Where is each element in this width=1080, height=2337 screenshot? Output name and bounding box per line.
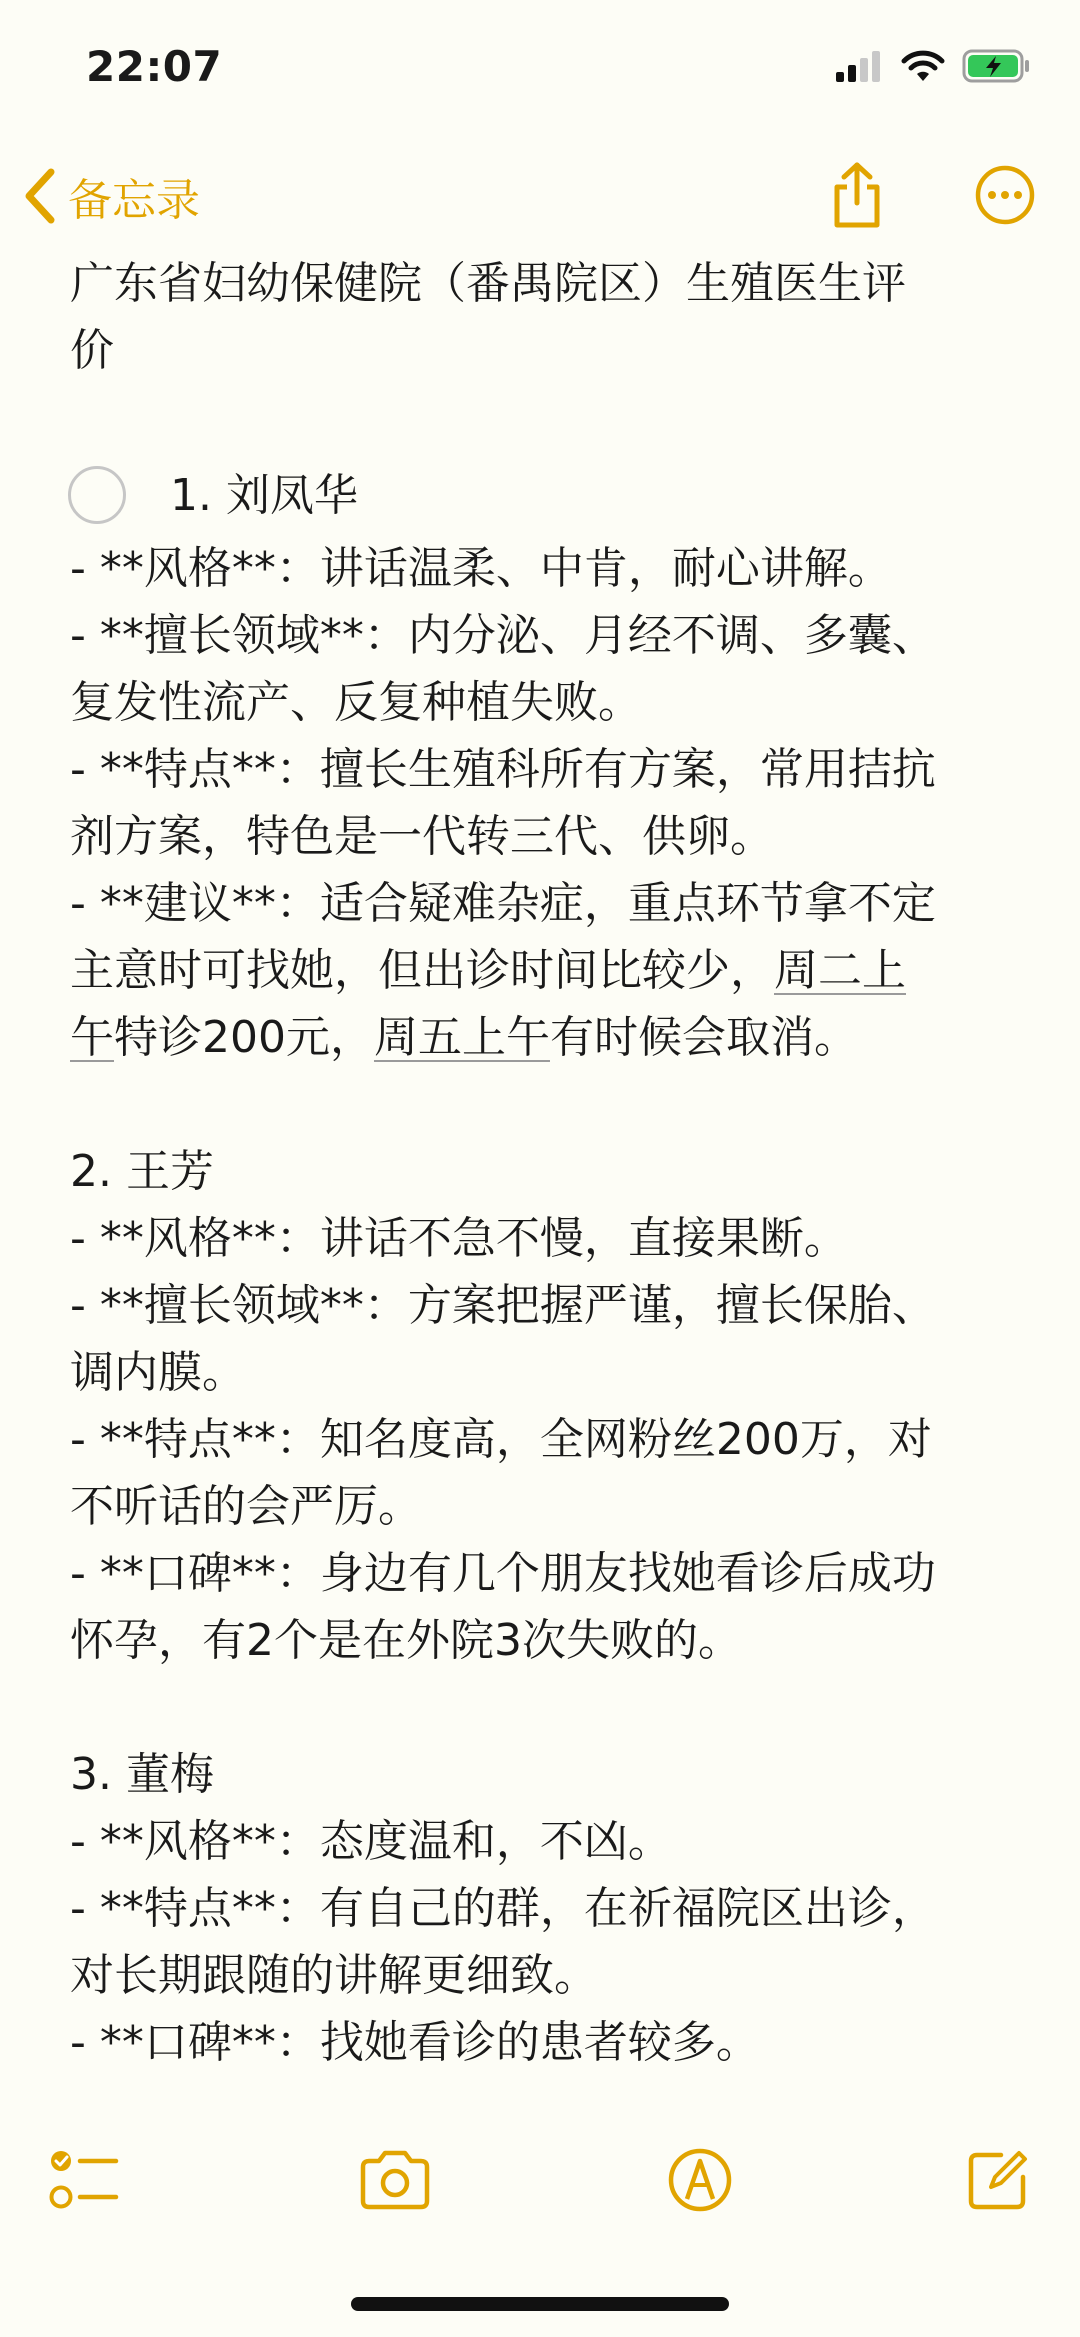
checklist-checkbox[interactable] — [68, 466, 126, 524]
doctor-2-specialty-cont: 调内膜。 — [70, 1347, 246, 1398]
share-icon — [829, 161, 885, 229]
checklist-button[interactable] — [44, 2140, 124, 2220]
doctor-2-features: - **特点**：知名度高，全网粉丝200万，对 — [70, 1414, 932, 1465]
doctor-2-name: 2. 王芳 — [70, 1146, 214, 1197]
doctor-1-features: - **特点**：擅长生殖科所有方案，常用拮抗 — [70, 744, 936, 795]
camera-icon — [357, 2149, 433, 2211]
status-bar — [0, 0, 1080, 130]
status-time: 22:07 — [86, 42, 223, 91]
note-body[interactable] — [70, 250, 1020, 2076]
doctor-1-advice-cont — [70, 937, 1020, 1004]
more-icon — [974, 164, 1036, 226]
doctor-1-advice-cont-2 — [70, 1004, 1020, 1071]
nav-actions — [822, 150, 1040, 240]
camera-button[interactable] — [355, 2140, 435, 2220]
cancel-text: 有时候会取消。 — [549, 1012, 858, 1063]
back-button[interactable] — [22, 158, 200, 234]
fee-text: 特诊200元， — [114, 1012, 374, 1063]
date-link-tuesday[interactable]: 周二上 — [774, 945, 906, 996]
blank-line — [70, 384, 1020, 451]
doctor-3-features: - **特点**：有自己的群，在祈福院区出诊， — [70, 1883, 936, 1934]
share-button[interactable] — [822, 160, 892, 230]
date-link-tuesday-cont[interactable]: 午 — [70, 1012, 114, 1063]
doctor-3-style: - **风格**：态度温和，不凶。 — [70, 1816, 672, 1867]
doctor-2-specialty: - **擅长领域**：方案把握严谨，擅长保胎、 — [70, 1280, 936, 1331]
doctor-3-features-cont: 对长期跟随的讲解更细致。 — [70, 1950, 598, 2001]
more-button[interactable] — [970, 160, 1040, 230]
note-title-line-1: 广东省妇幼保健院（番禺院区）生殖医生评 — [70, 258, 906, 309]
back-button-label: 备忘录 — [68, 175, 200, 226]
doctor-2-reputation-cont: 怀孕，有2个是在外院3次失败的。 — [70, 1615, 742, 1666]
status-icons — [834, 46, 1032, 86]
blank-line — [70, 1674, 1020, 1741]
doctor-2-features-cont: 不听话的会严厉。 — [70, 1481, 422, 1532]
checklist-item — [68, 455, 1020, 535]
checklist-icon — [48, 2147, 120, 2213]
markup-button[interactable] — [660, 2140, 740, 2220]
doctor-3-reputation: - **口碑**：找她看诊的患者较多。 — [70, 2017, 760, 2068]
doctor-1-features-cont: 剂方案，特色是一代转三代、供卵。 — [70, 811, 774, 862]
doctor-1-advice: - **建议**：适合疑难杂症，重点环节拿不定 — [70, 878, 936, 929]
wifi-icon — [900, 49, 946, 83]
doctor-1-style: - **风格**：讲话温柔、中肯，耐心讲解。 — [70, 543, 892, 594]
battery-charging-icon — [962, 48, 1032, 84]
nav-bar — [0, 150, 1080, 240]
doctor-1-specialty: - **擅长领域**：内分泌、月经不调、多囊、 — [70, 610, 936, 661]
advice-text: 主意时可找她，但出诊时间比较少， — [70, 945, 774, 996]
date-link-friday[interactable]: 周五上午 — [373, 1012, 550, 1063]
cellular-signal-icon — [834, 50, 884, 82]
doctor-2-style: - **风格**：讲话不急不慢，直接果断。 — [70, 1213, 848, 1264]
compose-icon — [965, 2147, 1031, 2213]
bottom-toolbar — [0, 2140, 1080, 2230]
compose-button[interactable] — [958, 2140, 1038, 2220]
blank-line — [70, 1071, 1020, 1138]
doctor-1-name: 1. 刘凤华 — [170, 469, 358, 521]
chevron-left-icon — [22, 167, 58, 225]
markup-pen-icon — [667, 2147, 733, 2213]
doctor-2-reputation: - **口碑**：身边有几个朋友找她看诊后成功 — [70, 1548, 936, 1599]
doctor-3-name: 3. 董梅 — [70, 1749, 214, 1800]
home-indicator[interactable] — [351, 2297, 729, 2311]
doctor-1-specialty-cont: 复发性流产、反复种植失败。 — [70, 677, 642, 728]
note-title-line-2: 价 — [70, 325, 114, 376]
